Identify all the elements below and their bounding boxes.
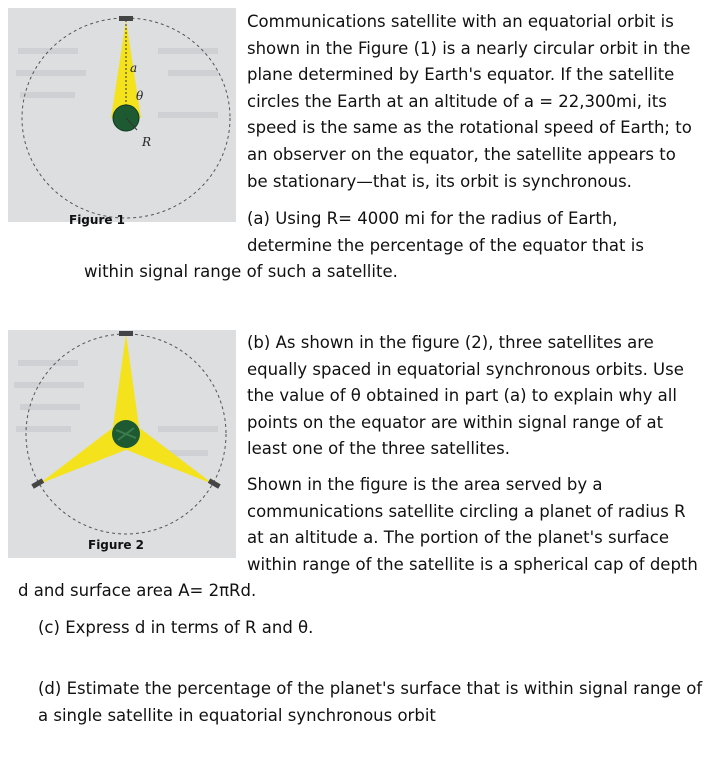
label-R: R	[142, 135, 152, 149]
spherical-cap-continuation	[18, 578, 618, 605]
part-b-question	[247, 330, 707, 463]
part-a-continuation	[84, 259, 704, 286]
figure-2-caption: Figure 2	[88, 538, 145, 552]
text-line: d and surface area A= 2πRd.	[18, 581, 257, 600]
text-line: (d) Estimate the percentage of the planet's surface that is within signal range of	[38, 679, 703, 698]
figure-2	[8, 330, 236, 558]
label-theta: θ	[136, 89, 144, 103]
figure-1	[8, 8, 236, 222]
text-line: points on the equator are within signal range of at	[247, 412, 664, 432]
text-line: shown in the Figure (1) is a nearly circular orbit in the	[247, 38, 691, 58]
text-line: within range of the satellite is a spherical cap of depth	[247, 554, 698, 574]
text-line: within signal range of such a satellite.	[84, 262, 398, 281]
part-a-question	[247, 206, 707, 259]
text-line: be stationary—that is, its orbit is synchronous.	[247, 171, 632, 191]
text-line: determine the percentage of the equator that is	[247, 235, 644, 255]
text-line: least one of the three satellites.	[247, 439, 511, 459]
text-line: (b) As shown in the figure (2), three satellites are	[247, 333, 654, 352]
figure-2-diagram	[8, 330, 236, 558]
text-line: (a) Using R= 4000 mi for the radius of Earth,	[247, 209, 618, 228]
text-line: an observer on the equator, the satellite appears to	[247, 144, 676, 164]
text-line: Shown in the figure is the area served by a	[247, 475, 603, 494]
satellite-icon	[119, 16, 133, 21]
part-d-question	[38, 676, 703, 729]
text-line: equally spaced in equatorial synchronous orbits. Use	[247, 359, 684, 379]
part-c-question	[38, 615, 638, 642]
figure-1-diagram	[8, 8, 236, 222]
text-line: Communications satellite with an equatorial orbit is	[247, 12, 674, 31]
text-line: plane determined by Earth's equator. If the satellite	[247, 65, 675, 85]
text-line: a single satellite in equatorial synchronous orbit	[38, 705, 436, 725]
figure-1-caption: Figure 1	[69, 213, 126, 227]
text-line: the value of θ obtained in part (a) to explain why all	[247, 386, 677, 406]
text-line: communications satellite circling a planet of radius R	[247, 501, 686, 521]
text-line: speed is the same as the rotational speed of Earth; to	[247, 118, 692, 138]
text-line: at an altitude a. The portion of the planet's surface	[247, 528, 669, 548]
text-line: (c) Express d in terms of R and θ.	[38, 618, 314, 637]
text-line: circles the Earth at an altitude of a = 22,300mi, its	[247, 91, 667, 111]
intro-paragraph	[247, 9, 707, 195]
label-a: a	[130, 61, 138, 75]
spherical-cap-paragraph	[247, 472, 712, 578]
satellite-top-icon	[119, 331, 133, 336]
